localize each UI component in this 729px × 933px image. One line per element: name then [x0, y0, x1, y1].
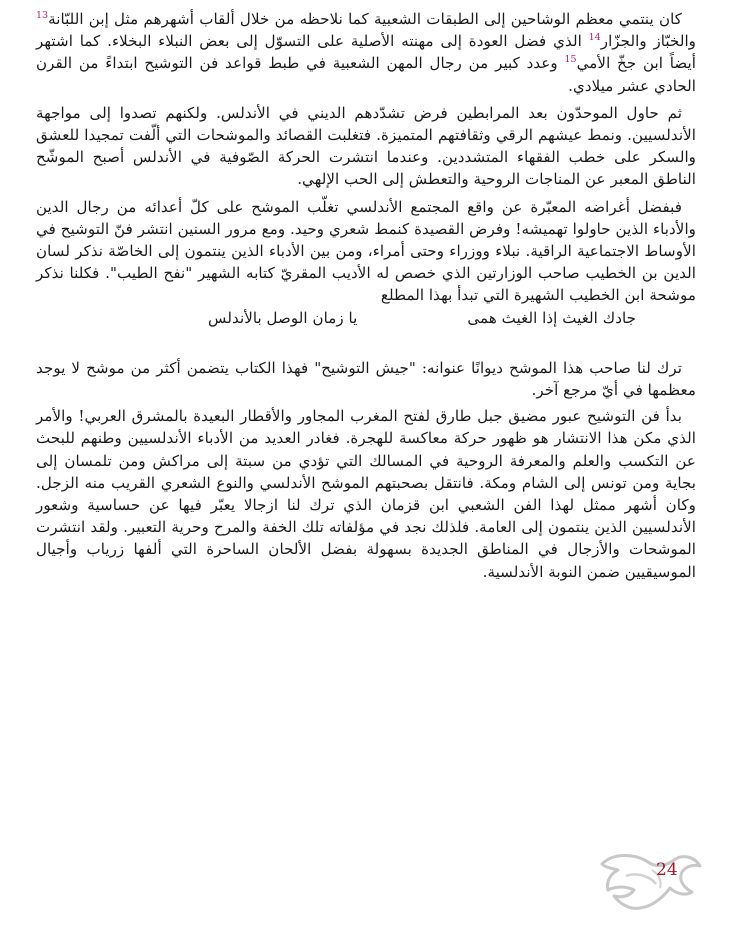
decorative-corner-ornament-icon	[596, 846, 706, 916]
body-text	[36, 8, 696, 583]
paragraph-5: بدأ فن التوشيح عبور مضيق جبل طارق لفتح المغرب المجاور والأقطار البعيدة بالمشرق العربي! والأمر الذي مكن هذا الانتشار هو ظهور حركة معاكسة للهجرة. فغادر العديد من الأدباء الأندلسيين وطنهم للبحث عن التكسب والعلم والمعرفة الروحية في المسالك التي تؤدي من سبتة إلى مراكش ومن تلمسان إلى بجاية ومن تونس إلى الشام ومكة. فانتقل بصحبتهم الموشح الأندلسي والنوع الشعري القريب منه الزجل. وكان أشهر ممثل لهذا الفن الشعبي ابن قزمان الذي ترك لنا ازجالا يعبّر فيها عن حساسية وشعور الأندلسيين الذين ينتمون إلى العامة. فلذلك نجد في مؤلفاته تلك الخفة والمرح وحرية التعبير. ولقد انتشرت الموشحات والأزجال في المناطق الجديدة بسهولة بفضل الألحان الساحرة التي ألفها زرياب وأجيال الموسيقيين ضمن النوبة الأندلسية.	[36, 407, 696, 581]
paragraph-2: ثم حاول الموحدّون بعد المرابطين فرض تشدّدهم الديني في الأندلس. ولكنهم تصدوا إلى مواجهة الأندلسيين. ونمط عيشهم الرقي وثقافتهم المتميزة. فتغلبت القصائد والموشحات التي ألّفت تمجيدا للعشق والسكر على خطب الفقهاء المتشددين. وعندما انتشرت الحركة الصّوفية في الأندلس أصبح الموشّح الناطق المعبر عن المناجات الروحية والتعطش إلى الحب الإلهي.	[36, 103, 696, 189]
verse-first-hemistich: جادك الغيث إذا الغيث همى	[467, 308, 636, 327]
footnote-ref-14[interactable]: 14	[588, 32, 601, 44]
poem-verse	[36, 307, 696, 329]
paragraph-4: ترك لنا صاحب هذا الموشح ديوانًا عنوانه: "جيش التوشيح" فهذا الكتاب يتضمن أكثر من موشح لا يوجد معظمها في أيّ مرجع آخر.	[36, 358, 696, 400]
footnote-ref-15[interactable]: 15	[564, 54, 577, 66]
footnote-ref-13[interactable]: 13	[36, 9, 49, 21]
verse-second-hemistich: يا زمان الوصل بالأندلس	[208, 308, 358, 327]
paragraph-3: فبفضل أغراضه المعبّرة عن واقع المجتمع الأندلسي تغلّب الموشح على كلّ أعدائه من رجال الدين والأدباء الذين حاولوا تهميشه! وفرض القصيدة كنمط شعري وحيد. ومع مرور السنين انتشر فنّ التوشيح في الأوساط الاجتماعية الراقية. نبلاء ووزراء وحتى أمراء، ومن بين الأدباء الذين ينتمون إلى الخاصّة نذكر لسان الدين بن الخطيب صاحب الوزارتين الذي خصص له الأديب المقريّ كتابه الشهير "نفح الطيب". فكلنا نذكر موشحة ابن الخطيب الشهيرة التي تبدأ بهذا المطلع	[36, 197, 696, 305]
page-number: 24	[656, 860, 678, 880]
paragraph-1: كان ينتمي معظم الوشاحين إلى الطبقات الشعبية كما نلاحظه من خلال ألقاب أشهرهم مثل إبن اللبّانة$^{13}$ والخبّاز والجزّار$^{14}$ الذي فضل العودة إلى مهنته الأصلية على التسوّل إلى بعض النبلاء البخلاء. كما اشتهر أيضاً ابن جخّ الأمي$^{15}$ وعدد كبير من رجال المهن الشعبية في طبط قواعد فن التوشيح ابتداءً من القرن الحادي عشر ميلادي.	[36, 9, 697, 95]
